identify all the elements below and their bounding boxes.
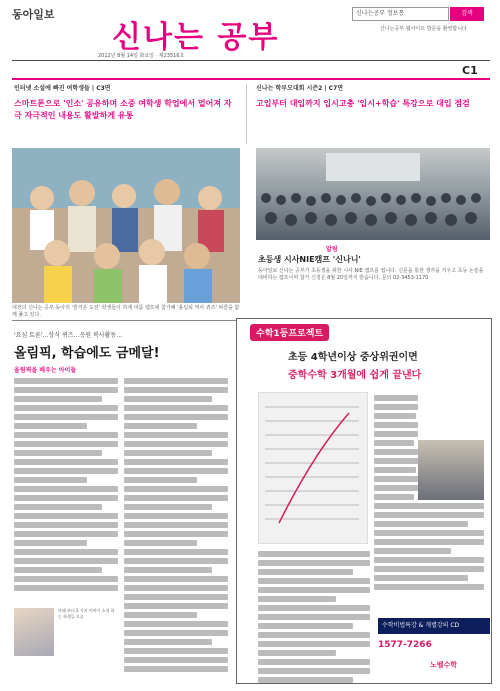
article-column-2 <box>124 375 228 675</box>
issue-date: 2012년 8월 14일 화요일 · 제23516호 <box>98 53 185 59</box>
students-illustration <box>12 148 240 303</box>
notebook-illustration <box>259 393 367 543</box>
article-headline[interactable]: 올림픽, 학습에도 금메달! <box>14 346 160 361</box>
ad-phone-number[interactable]: 1577-7266 <box>378 640 432 650</box>
audience-illustration <box>256 148 490 240</box>
search-input[interactable]: 신나는공부 정보통 <box>352 7 449 21</box>
article-subhead: 올림픽을 배우는 아이들 <box>14 367 77 374</box>
students-photo <box>12 148 240 303</box>
article-column-1 <box>14 375 118 594</box>
ad-logo: 노벨수학 <box>430 661 458 669</box>
ad-notebook-image <box>258 392 368 544</box>
notice-body: 동아일보 신나는 공부가 초등생을 위한 시사 NIE 캠프를 엽니다. 신문을 통한 생각을 키우고 초등 논술을 대비하는 캠프이며 참가 신청은 8월 20일까지 받습니다. 문의 02-3453-1170 <box>258 268 484 281</box>
ad-brand: 수학1등프로젝트 <box>250 324 329 341</box>
ad-column-1 <box>258 548 370 686</box>
teaser-left[interactable] <box>14 83 236 122</box>
teaser-left-head: 인터넷 소설에 빠진 여학생들 | C3면 <box>14 85 111 92</box>
article-photo <box>14 608 54 656</box>
ad-headline-2: 중학수학 3개월에 쉽게 끝낸다 <box>288 370 422 381</box>
notice-title: 초등생 시사NIE캠프 '신나니' <box>258 255 361 264</box>
search-button[interactable]: 검색 <box>450 7 484 21</box>
ad-teacher-photo <box>418 440 484 500</box>
teaser-divider <box>246 84 247 144</box>
article-caption: 아래 부터 2 가지 이야기 소개 하는 학생들 모습 <box>58 608 115 619</box>
header-rule <box>12 60 490 61</box>
teaser-right-head: 신나는 학부모대회 시즌2 | C7면 <box>256 85 344 92</box>
header-rule-accent <box>12 78 490 80</box>
ad-headline-1: 초등 4학년이상 중상위권이면 <box>288 352 418 363</box>
photo-caption: 대전의 신나는 공부 동아리 '즐거운 도전' 학생들이 하계 여름 캠프에 참가해 '올림픽 역사 퀴즈' 퍼즐을 함께 풀고 있다. <box>12 305 240 318</box>
header-tagline: 신나는공부 웹사이트 방문을 환영합니다 <box>380 26 467 32</box>
ad-footer-banner[interactable]: 수학비법특강 & 개별강의 CD <box>378 618 490 634</box>
teaser-left-body: 스마트폰으로 '인소' 공유하며 소중 여학생 학업에서 멀어져 자극 자극적인 내용도 활발하게 유통 <box>14 99 232 120</box>
newspaper-logo: 동아일보 <box>12 8 55 21</box>
teaser-right[interactable] <box>256 83 484 110</box>
article-kicker: '요심 토론'…상식 퀴즈…응원 복사활동… <box>14 332 123 339</box>
page-number: C1 <box>462 64 478 77</box>
section-title: 신나는 공부 <box>112 20 280 55</box>
notice-label: 알림 <box>326 246 338 253</box>
teaser-right-body: 고입부터 대입까지 입시고충 '입시+학습' 특강으로 대입 점검 <box>256 99 470 108</box>
lecture-hall-photo <box>256 148 490 240</box>
